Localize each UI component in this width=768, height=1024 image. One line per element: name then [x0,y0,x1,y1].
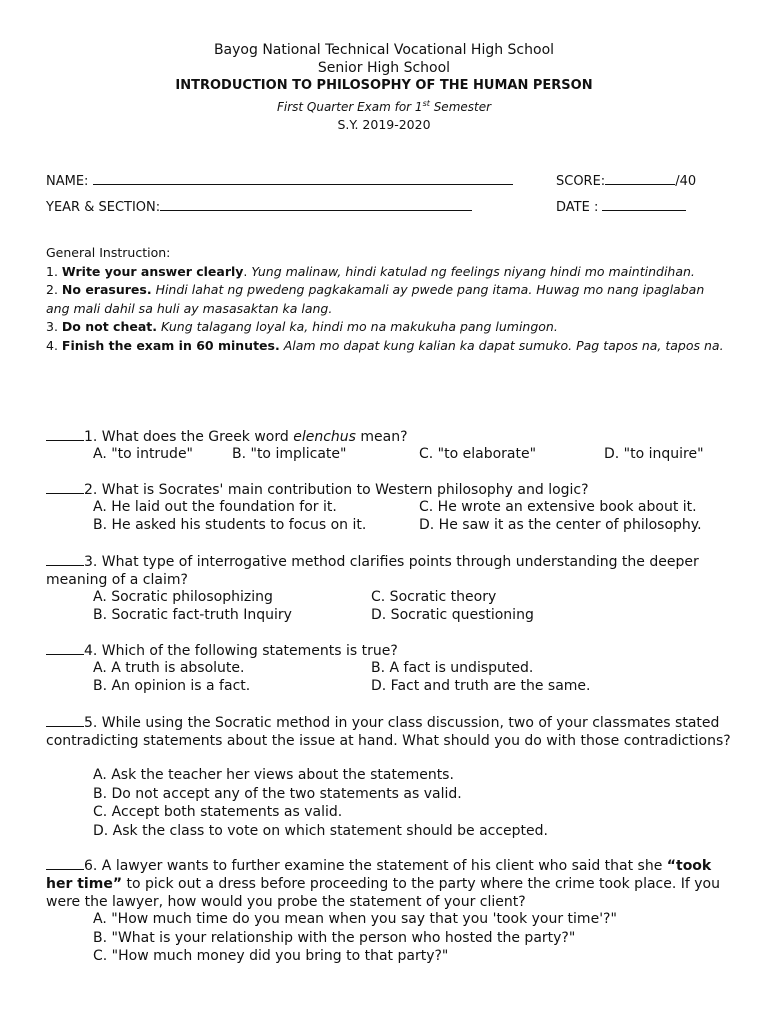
question-1 [46,427,736,446]
answer-blank[interactable] [46,713,84,727]
instruction-bold: No erasures. [61,282,152,297]
question-term: elenchus [293,429,356,445]
q4-option-d: D. Fact and truth are the same. [371,678,591,694]
answer-blank[interactable] [46,480,84,494]
instruction-number: 4. [46,337,58,353]
instruction-bold: Write your answer clearly [61,263,244,279]
q2-option-d: D. He saw it as the center of philosophy. [419,517,702,533]
question-text: 6. A lawyer wants to further examine the statement of his client who said that she [84,858,667,874]
q6-option-b: B. "What is your relationship with the person who hosted the party?" [93,929,576,946]
q1-option-b: B. "to implicate" [232,446,347,462]
general-instructions [46,244,726,355]
q6-options [93,910,617,966]
question-text-tail: mean? [355,429,408,445]
q3-option-d: D. Socratic questioning [371,607,534,623]
answer-blank[interactable] [46,427,84,441]
instruction-italic: Hindi lahat ng pwedeng pagkakamali ay pwede pang itama. Huwag mo nang ipaglaban ang mali dahil sa huli ay masasaktan ka lang. [46,282,705,316]
date-field[interactable] [556,198,686,215]
q6-option-c: C. "How much money did you bring to that party?" [93,948,449,964]
q6-option-a: A. "How much time do you mean when you say that you 'took your time'?" [93,911,617,927]
quarter-semester: Semester [429,99,492,114]
q3-option-c: C. Socratic theory [371,589,497,605]
q2-option-c: C. He wrote an extensive book about it. [419,499,697,515]
instruction-item [46,318,726,337]
answer-blank[interactable] [46,856,84,870]
exam-quarter [0,95,768,117]
question-3 [46,552,736,589]
instruction-italic: Kung talagang loyal ka, hindi mo na makukuha pang lumingon. [160,319,558,334]
quarter-text: First Quarter Exam for 1 [276,99,423,114]
school-year: S.Y. 2019-2020 [337,117,431,132]
q5-option-b: B. Do not accept any of the two statements as valid. [93,785,462,802]
section-line[interactable] [160,198,472,211]
name-line[interactable] [93,172,513,185]
q5-option-c: C. Accept both statements as valid. [93,804,343,820]
instruction-bold: Finish the exam in 60 minutes. [61,337,280,353]
q5-options [93,766,548,840]
instruction-number: 3. [46,319,58,334]
q1-option-d: D. "to inquire" [604,446,704,462]
answer-blank[interactable] [46,641,84,655]
question-text: 4. Which of the following statements is true? [84,643,398,659]
score-label: SCORE: [556,174,606,189]
instruction-number: 2. [46,282,58,297]
quarter-superscript: st [422,98,430,108]
section-label: YEAR & SECTION: [46,200,161,215]
instruction-number: 1. [46,263,58,279]
q2-option-a: A. He laid out the foundation for it. [93,499,337,515]
q4-option-c: B. A fact is undisputed. [371,660,534,676]
q1-option-a: A. "to intrude" [93,446,193,462]
q2-option-b: B. He asked his students to focus on it. [93,517,367,533]
name-label: NAME: [46,174,89,189]
instruction-italic: Yung malinaw, hindi katulad ng feelings niyang hindi mo maintindihan. [251,263,695,279]
score-total: /40 [675,174,697,189]
instruction-item [46,337,726,356]
instruction-item [46,281,726,318]
answer-blank[interactable] [46,552,84,566]
score-line[interactable] [605,172,675,185]
q3-option-b: B. Socratic fact-truth Inquiry [93,607,292,623]
section-field[interactable] [46,198,472,215]
q4-option-a: A. A truth is absolute. [93,660,245,676]
subject-title: INTRODUCTION TO PHILOSOPHY OF THE HUMAN PERSON [175,78,593,93]
q5-option-d: D. Ask the class to vote on which statement should be accepted. [93,822,548,839]
question-text: 1. What does the Greek word [84,429,294,445]
q1-option-c: C. "to elaborate" [419,446,537,462]
instruction-bold: Do not cheat. [61,319,157,334]
score-field[interactable] [556,172,696,189]
date-label: DATE : [556,200,599,215]
school-name: Bayog National Technical Vocational High School [213,42,555,58]
question-2 [46,480,736,499]
school-level: Senior High School [317,59,451,76]
instructions-heading: General Instruction: [46,245,171,260]
question-5 [46,713,736,750]
question-6 [46,856,736,911]
question-text: 5. While using the Socratic method in your class discussion, two of your classmates stated contradicting statements about the issue at hand. What should you do with those contradictions? [46,715,731,749]
name-field[interactable] [46,172,513,189]
instruction-item: 1. Write your answer clearly. Yung malinaw, hindi katulad ng feelings niyang hindi mo maintindihan. [46,263,695,279]
exam-header [0,42,768,134]
question-4 [46,641,736,660]
question-text: 2. What is Socrates' main contribution to Western philosophy and logic? [84,482,589,498]
q3-option-a: A. Socratic philosophizing [93,589,273,605]
question-quote: “took her time” [46,858,712,892]
date-line[interactable] [602,198,686,211]
question-text-tail: to pick out a dress before proceeding to the party where the crime took place. If you were the lawyer, how would you probe the statement of your client? [46,876,720,910]
question-text: 3. What type of interrogative method clarifies points through understanding the deeper meaning of a claim? [46,554,699,588]
q4-option-b: B. An opinion is a fact. [93,678,251,694]
q5-option-a: A. Ask the teacher her views about the statements. [93,767,454,783]
instruction-italic: Alam mo dapat kung kalian ka dapat sumuko. Pag tapos na, tapos na. [283,337,724,353]
